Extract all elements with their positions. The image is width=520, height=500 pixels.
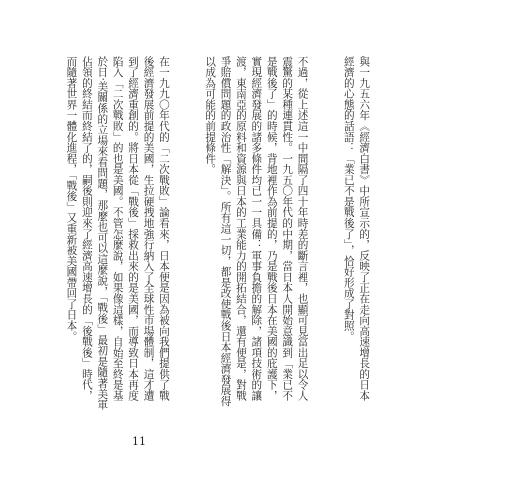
- page-number: 11: [132, 435, 146, 448]
- vertical-text-body: [32, 56, 402, 411]
- paragraph-3: 在一九九〇年代的「二次戰敗」論看來，日本便是因為被向我們提供了戰後經濟發展前提的美國，生拉硬拽地強行納入了全球性市場體制，這才遭到了經濟重創的。將日本從「戰後」採救出來的是美國，而導致日本再度陷入「二次戰敗」的也是美國。不管怎麼說，如果像這樣，自始至終是基於日‧美關係的立場來看問題，那麼也可以這麼說，「戰後」最初是隨著美軍佔領的終結而終結了的，嗣後則迎來了經濟高速增長的「後戰後」時代，而隨著世界一體化進程，「戰後」又重新被美國帶回了日本。: [65, 56, 170, 410]
- paragraph-2: 不過，從上述這一中間隔了四十年時差的斷言裡，也顯可見當出足以令人震驚的某種連貫性。一九五〇年代的中期，當日本人開始意識到「業已不是戰後了」的時候，背地裡作為前提的，乃是戰後日本在美國的庇護下，實現經濟發展的諸多條件均已一一具備：軍事負擔的解除，諸項技術的讓渡，東南亞的原料和資源與日本的工業能力的開拓結合，還有便是，對戰爭賠償問題的政治性「解決」。所有這一切，都是改使戰後日本經濟發展得以成為可能的前提條件。: [204, 56, 309, 407]
- paragraph-1: 與一九五六年《經濟白書》中所宣示的，反映了正在走向高速增長的日本經濟的心態的話語：「業已不是戰後了」，恰好形成了對照。: [342, 56, 371, 401]
